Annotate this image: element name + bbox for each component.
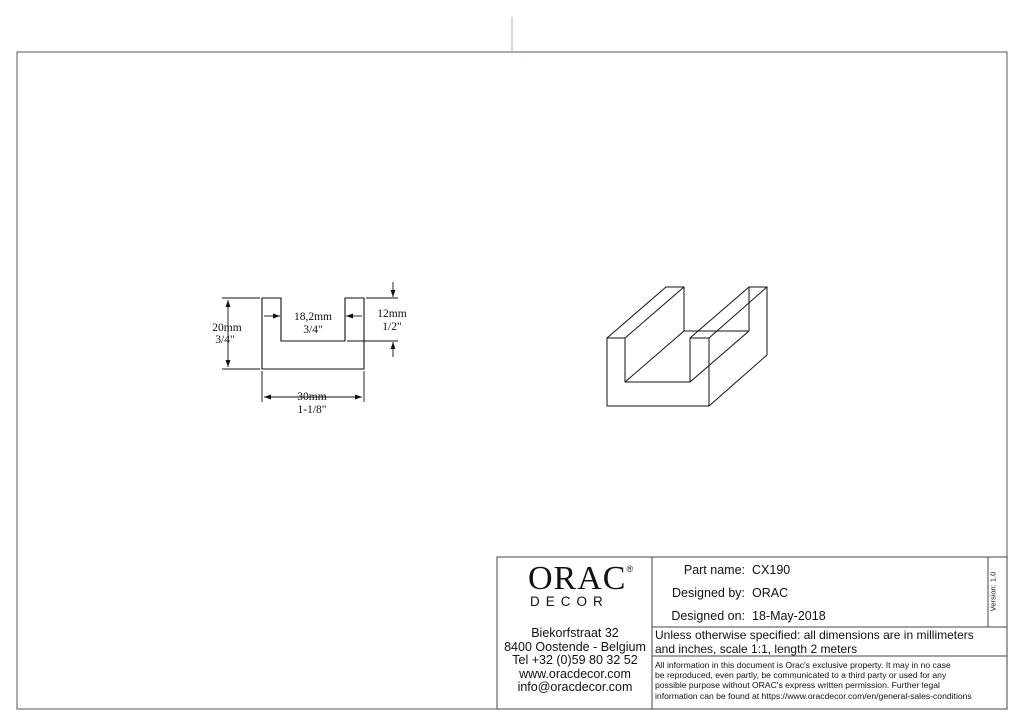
legal-line-4: information can be found at https://www.oracdecor.com/en/general-sales-conditions	[655, 690, 972, 701]
designed-on-label: Designed on:	[671, 609, 745, 623]
legal-line-2: be reproduced, even partly, be communicated to a third party or used for any	[655, 670, 947, 681]
logo-main-text: ORAC	[528, 560, 627, 597]
version-label: Version: 1.0	[988, 571, 998, 612]
address-city: 8400 Oostende - Belgium	[504, 639, 646, 654]
legal-notice	[655, 660, 1005, 701]
part-name-value: CX190	[752, 563, 791, 577]
designed-by-label: Designed by:	[672, 586, 745, 600]
logo-sub-text: DECOR	[530, 594, 609, 609]
groove-depth-in-label: 1/2"	[382, 321, 402, 333]
address-street: Biekorfstraat 32	[531, 626, 619, 640]
groove-depth-mm-label: 12mm	[377, 308, 407, 320]
part-name-label: Part name:	[683, 563, 745, 577]
isometric-view	[607, 287, 767, 406]
height-mm-label: 20mm	[212, 322, 242, 334]
units-note-line-1: Unless otherwise specified: all dimensions are in millimeters	[655, 628, 974, 642]
width-in-label: 1-1/8"	[297, 404, 327, 416]
address-tel: Tel +32 (0)59 80 32 52	[512, 653, 638, 667]
legal-line-1: All information in this document is Orac's exclusive property. It may in no case	[655, 660, 951, 670]
logo-registered-mark: ®	[626, 564, 634, 574]
units-note-line-2: and inches, scale 1:1, length 2 meters	[655, 642, 858, 656]
height-in-label: 3/4"	[215, 334, 235, 346]
designed-by-value: ORAC	[752, 586, 789, 600]
designed-on-value: 18-May-2018	[752, 609, 826, 623]
address-email: info@oracdecor.com	[517, 680, 633, 694]
inner-width-in-label: 3/4"	[303, 324, 323, 336]
inner-width-mm-label: 18,2mm	[293, 311, 333, 323]
width-mm-label: 30mm	[297, 391, 327, 403]
company-address	[500, 627, 650, 695]
orac-decor-logo	[500, 560, 650, 620]
address-web: www.oracdecor.com	[519, 666, 631, 681]
legal-line-3: possible purpose without ORAC's express written permission. Further legal	[655, 680, 940, 691]
units-note	[655, 628, 1005, 656]
